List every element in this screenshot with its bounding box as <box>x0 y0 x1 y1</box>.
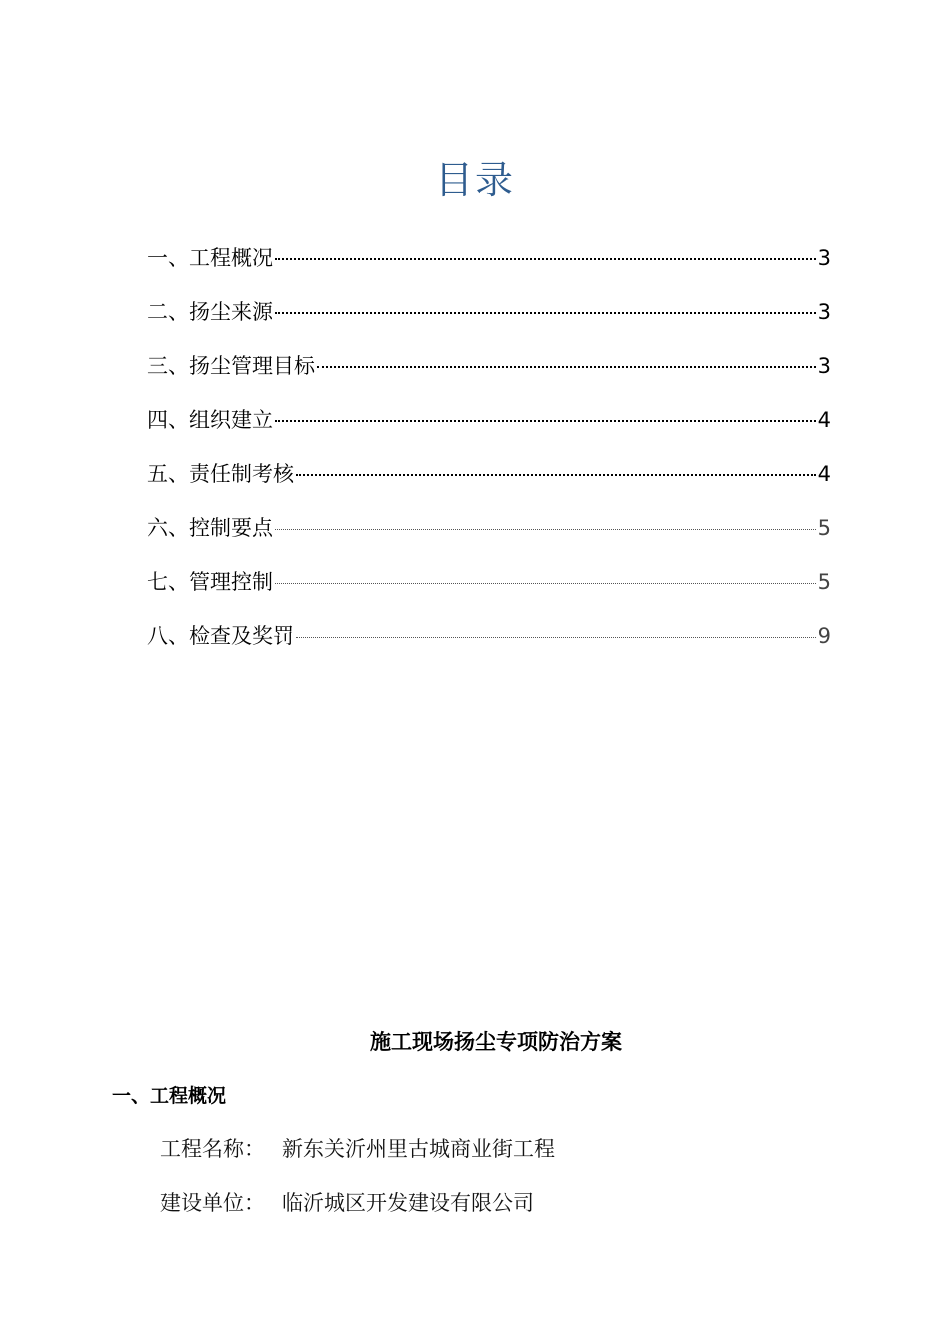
section-heading: 一、工程概况 <box>112 1085 227 1107</box>
info-label: 工程名称： <box>160 1137 265 1161</box>
toc-entry-label: 七、管理控制 <box>147 570 273 594</box>
toc-entry-label: 一、工程概况 <box>147 246 273 270</box>
info-value: 临沂城区开发建设有限公司 <box>282 1191 534 1215</box>
info-row-developer <box>160 1183 534 1223</box>
toc-leader-dots <box>275 312 816 314</box>
toc-entry[interactable] <box>147 560 831 614</box>
toc-entry-label: 八、检查及奖罚 <box>147 624 294 648</box>
document-title: 施工现场扬尘专项防治方案 <box>370 1030 622 1054</box>
toc-leader-dots <box>275 258 816 260</box>
toc-leader-dots <box>296 637 816 638</box>
toc-leader-dots <box>275 583 816 584</box>
toc-entry-label: 三、扬尘管理目标 <box>147 354 315 378</box>
toc-entry[interactable] <box>147 506 831 560</box>
toc-entry[interactable] <box>147 452 831 506</box>
toc-entry-page: 3 <box>817 300 831 324</box>
toc-entry-page: 4 <box>817 462 831 486</box>
toc-entry-label: 五、责任制考核 <box>147 462 294 486</box>
table-of-contents <box>147 236 831 668</box>
toc-entry-page: 3 <box>817 354 831 378</box>
toc-entry[interactable] <box>147 236 831 290</box>
toc-leader-dots <box>275 420 816 422</box>
toc-entry-label: 六、控制要点 <box>147 516 273 540</box>
toc-entry-page: 9 <box>817 624 831 648</box>
toc-entry[interactable] <box>147 344 831 398</box>
toc-entry-label: 二、扬尘来源 <box>147 300 273 324</box>
toc-entry-label: 四、组织建立 <box>147 408 273 432</box>
toc-leader-dots <box>275 529 816 530</box>
info-row-project-name <box>160 1129 555 1169</box>
info-value: 新东关沂州里古城商业街工程 <box>282 1137 555 1161</box>
toc-title: 目录 <box>434 158 515 202</box>
toc-entry[interactable] <box>147 398 831 452</box>
toc-leader-dots <box>317 366 816 368</box>
toc-entry-page: 5 <box>817 516 831 540</box>
toc-entry-page: 5 <box>817 570 831 594</box>
toc-entry-page: 4 <box>817 408 831 432</box>
toc-leader-dots <box>296 474 816 476</box>
toc-entry-page: 3 <box>817 246 831 270</box>
toc-entry[interactable] <box>147 290 831 344</box>
info-label: 建设单位： <box>160 1191 265 1215</box>
toc-entry[interactable] <box>147 614 831 668</box>
